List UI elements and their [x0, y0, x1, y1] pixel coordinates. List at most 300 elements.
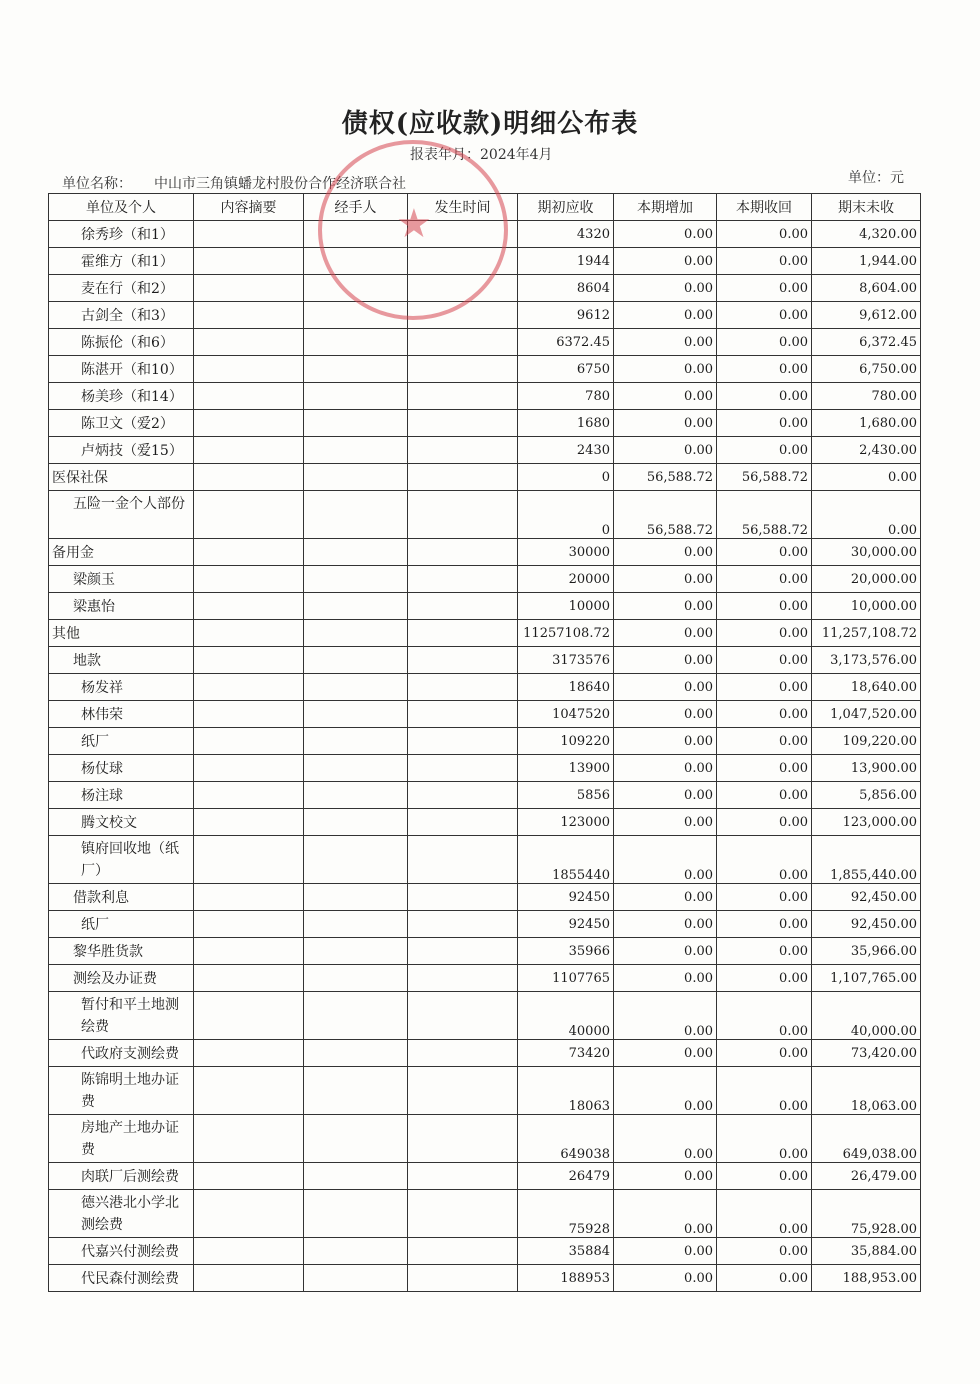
period-increase-cell: 0.00	[614, 836, 717, 884]
closing-outstanding-cell: 1,855,440.00	[812, 836, 921, 884]
summary-cell	[194, 620, 304, 647]
summary-cell	[194, 539, 304, 566]
summary-cell	[194, 1115, 304, 1163]
period-increase-cell: 0.00	[614, 1238, 717, 1265]
opening-receivable-cell: 11257108.72	[518, 620, 614, 647]
handler-cell	[304, 1067, 408, 1115]
opening-receivable-cell: 13900	[518, 755, 614, 782]
date-cell	[408, 674, 518, 701]
handler-cell	[304, 647, 408, 674]
summary-cell	[194, 911, 304, 938]
summary-cell	[194, 1067, 304, 1115]
closing-outstanding-cell: 73,420.00	[812, 1040, 921, 1067]
entity-name-cell: 肉联厂后测绘费	[49, 1163, 194, 1190]
summary-cell	[194, 992, 304, 1040]
date-cell	[408, 1163, 518, 1190]
table-row	[49, 884, 921, 911]
summary-cell	[194, 383, 304, 410]
entity-name-cell: 陈振伦（和6）	[49, 329, 194, 356]
handler-cell	[304, 383, 408, 410]
date-cell	[408, 992, 518, 1040]
table-row	[49, 437, 921, 464]
date-cell	[408, 410, 518, 437]
handler-cell	[304, 809, 408, 836]
handler-cell	[304, 464, 408, 491]
summary-cell	[194, 566, 304, 593]
opening-receivable-cell: 1047520	[518, 701, 614, 728]
opening-receivable-cell: 73420	[518, 1040, 614, 1067]
period-increase-cell: 0.00	[614, 1040, 717, 1067]
table-row	[49, 383, 921, 410]
opening-receivable-cell: 3173576	[518, 647, 614, 674]
handler-cell	[304, 836, 408, 884]
table-body	[49, 221, 921, 1292]
closing-outstanding-cell: 30,000.00	[812, 539, 921, 566]
handler-cell	[304, 620, 408, 647]
closing-outstanding-cell: 9,612.00	[812, 302, 921, 329]
opening-receivable-cell: 26479	[518, 1163, 614, 1190]
summary-cell	[194, 437, 304, 464]
table-row	[49, 1190, 921, 1238]
summary-cell	[194, 782, 304, 809]
period-collected-cell: 0.00	[717, 1115, 812, 1163]
opening-receivable-cell: 6750	[518, 356, 614, 383]
opening-receivable-cell: 92450	[518, 884, 614, 911]
closing-outstanding-cell: 5,856.00	[812, 782, 921, 809]
closing-outstanding-cell: 123,000.00	[812, 809, 921, 836]
table-row	[49, 1040, 921, 1067]
entity-name-cell: 借款利息	[49, 884, 194, 911]
handler-cell	[304, 302, 408, 329]
date-cell	[408, 809, 518, 836]
date-cell	[408, 464, 518, 491]
period-increase-cell: 0.00	[614, 965, 717, 992]
period-increase-cell: 0.00	[614, 566, 717, 593]
handler-cell	[304, 221, 408, 248]
date-cell	[408, 566, 518, 593]
closing-outstanding-cell: 40,000.00	[812, 992, 921, 1040]
date-cell	[408, 1265, 518, 1292]
entity-name-cell: 代民森付测绘费	[49, 1265, 194, 1292]
entity-name-cell: 霍维方（和1）	[49, 248, 194, 275]
period-increase-cell: 0.00	[614, 884, 717, 911]
opening-receivable-cell: 0	[518, 491, 614, 539]
date-cell	[408, 1190, 518, 1238]
period-value: 2024年4月	[480, 147, 553, 163]
period-collected-cell: 0.00	[717, 938, 812, 965]
table-row	[49, 566, 921, 593]
closing-outstanding-cell: 6,372.45	[812, 329, 921, 356]
period-increase-cell: 0.00	[614, 728, 717, 755]
closing-outstanding-cell: 1,107,765.00	[812, 965, 921, 992]
summary-cell	[194, 329, 304, 356]
table-row	[49, 755, 921, 782]
summary-cell	[194, 938, 304, 965]
closing-outstanding-cell: 188,953.00	[812, 1265, 921, 1292]
closing-outstanding-cell: 35,966.00	[812, 938, 921, 965]
unit-name	[62, 173, 406, 193]
table-row	[49, 1163, 921, 1190]
entity-name-cell: 纸厂	[49, 911, 194, 938]
period-collected-cell: 0.00	[717, 1265, 812, 1292]
summary-cell	[194, 464, 304, 491]
table-row	[49, 1115, 921, 1163]
opening-receivable-cell: 4320	[518, 221, 614, 248]
handler-cell	[304, 491, 408, 539]
opening-receivable-cell: 0	[518, 464, 614, 491]
period-increase-cell: 0.00	[614, 809, 717, 836]
entity-name-cell: 房地产土地办证费	[49, 1115, 194, 1163]
period-increase-cell: 0.00	[614, 620, 717, 647]
star-icon: ★	[396, 201, 432, 247]
entity-name-cell: 代政府支测绘费	[49, 1040, 194, 1067]
date-cell	[408, 329, 518, 356]
table-row	[49, 809, 921, 836]
opening-receivable-cell: 18640	[518, 674, 614, 701]
entity-name-cell: 梁颜玉	[49, 566, 194, 593]
period-increase-cell: 0.00	[614, 539, 717, 566]
table-row	[49, 728, 921, 755]
column-header: 经手人	[304, 194, 408, 221]
summary-cell	[194, 674, 304, 701]
entity-name-cell: 暂付和平土地测绘费	[49, 992, 194, 1040]
table-row	[49, 836, 921, 884]
period-increase-cell: 0.00	[614, 356, 717, 383]
period-collected-cell: 0.00	[717, 275, 812, 302]
date-cell	[408, 356, 518, 383]
period-increase-cell: 56,588.72	[614, 491, 717, 539]
table-row	[49, 302, 921, 329]
date-cell	[408, 647, 518, 674]
table-row	[49, 965, 921, 992]
period-increase-cell: 0.00	[614, 674, 717, 701]
date-cell	[408, 539, 518, 566]
period-collected-cell: 0.00	[717, 911, 812, 938]
entity-name-cell: 徐秀珍（和1）	[49, 221, 194, 248]
entity-name-cell: 五险一金个人部份	[49, 491, 194, 539]
opening-receivable-cell: 6372.45	[518, 329, 614, 356]
period-increase-cell: 0.00	[614, 1163, 717, 1190]
closing-outstanding-cell: 0.00	[812, 491, 921, 539]
closing-outstanding-cell: 92,450.00	[812, 911, 921, 938]
period-collected-cell: 0.00	[717, 221, 812, 248]
period-increase-cell: 0.00	[614, 302, 717, 329]
period-increase-cell: 0.00	[614, 248, 717, 275]
date-cell	[408, 884, 518, 911]
summary-cell	[194, 1190, 304, 1238]
date-cell	[408, 437, 518, 464]
table-row	[49, 701, 921, 728]
column-header: 发生时间	[408, 194, 518, 221]
entity-name-cell: 杨仗球	[49, 755, 194, 782]
table-row	[49, 911, 921, 938]
opening-receivable-cell: 35884	[518, 1238, 614, 1265]
handler-cell	[304, 992, 408, 1040]
entity-name-cell: 林伟荣	[49, 701, 194, 728]
table-row	[49, 356, 921, 383]
period-collected-cell: 0.00	[717, 884, 812, 911]
handler-cell	[304, 437, 408, 464]
opening-receivable-cell: 780	[518, 383, 614, 410]
entity-name-cell: 备用金	[49, 539, 194, 566]
closing-outstanding-cell: 35,884.00	[812, 1238, 921, 1265]
summary-cell	[194, 1238, 304, 1265]
column-header: 内容摘要	[194, 194, 304, 221]
column-header: 本期收回	[717, 194, 812, 221]
closing-outstanding-cell: 92,450.00	[812, 884, 921, 911]
closing-outstanding-cell: 13,900.00	[812, 755, 921, 782]
receivables-table	[48, 193, 921, 1292]
period-collected-cell: 0.00	[717, 782, 812, 809]
entity-name-cell: 陈锦明土地办证费	[49, 1067, 194, 1115]
closing-outstanding-cell: 2,430.00	[812, 437, 921, 464]
period-collected-cell: 0.00	[717, 620, 812, 647]
date-cell	[408, 491, 518, 539]
closing-outstanding-cell: 10,000.00	[812, 593, 921, 620]
entity-name-cell: 纸厂	[49, 728, 194, 755]
opening-receivable-cell: 9612	[518, 302, 614, 329]
unit-label: 单位名称：	[62, 176, 132, 192]
period-increase-cell: 0.00	[614, 593, 717, 620]
date-cell	[408, 221, 518, 248]
closing-outstanding-cell: 780.00	[812, 383, 921, 410]
date-cell	[408, 1115, 518, 1163]
opening-receivable-cell: 1855440	[518, 836, 614, 884]
date-cell	[408, 1040, 518, 1067]
closing-outstanding-cell: 0.00	[812, 464, 921, 491]
handler-cell	[304, 1238, 408, 1265]
unit-value: 中山市三角镇蟠龙村股份合作经济联合社	[154, 176, 406, 192]
table-row	[49, 464, 921, 491]
period-increase-cell: 0.00	[614, 782, 717, 809]
opening-receivable-cell: 8604	[518, 275, 614, 302]
summary-cell	[194, 491, 304, 539]
entity-name-cell: 陈卫文（爱2）	[49, 410, 194, 437]
summary-cell	[194, 1163, 304, 1190]
handler-cell	[304, 539, 408, 566]
entity-name-cell: 麦在行（和2）	[49, 275, 194, 302]
report-period	[410, 144, 553, 164]
handler-cell	[304, 1115, 408, 1163]
date-cell	[408, 755, 518, 782]
handler-cell	[304, 674, 408, 701]
period-collected-cell: 0.00	[717, 437, 812, 464]
date-cell	[408, 302, 518, 329]
period-increase-cell: 0.00	[614, 647, 717, 674]
period-collected-cell: 0.00	[717, 755, 812, 782]
summary-cell	[194, 221, 304, 248]
period-collected-cell: 56,588.72	[717, 464, 812, 491]
date-cell	[408, 701, 518, 728]
entity-name-cell: 杨美珍（和14）	[49, 383, 194, 410]
handler-cell	[304, 1040, 408, 1067]
opening-receivable-cell: 649038	[518, 1115, 614, 1163]
opening-receivable-cell: 18063	[518, 1067, 614, 1115]
date-cell	[408, 965, 518, 992]
closing-outstanding-cell: 649,038.00	[812, 1115, 921, 1163]
entity-name-cell: 测绘及办证费	[49, 965, 194, 992]
summary-cell	[194, 1265, 304, 1292]
period-increase-cell: 0.00	[614, 410, 717, 437]
closing-outstanding-cell: 3,173,576.00	[812, 647, 921, 674]
table-row	[49, 674, 921, 701]
entity-name-cell: 地款	[49, 647, 194, 674]
period-collected-cell: 0.00	[717, 356, 812, 383]
period-increase-cell: 0.00	[614, 1265, 717, 1292]
period-collected-cell: 0.00	[717, 1190, 812, 1238]
period-collected-cell: 0.00	[717, 1163, 812, 1190]
summary-cell	[194, 809, 304, 836]
date-cell	[408, 1238, 518, 1265]
entity-name-cell: 古剑全（和3）	[49, 302, 194, 329]
summary-cell	[194, 410, 304, 437]
summary-cell	[194, 593, 304, 620]
handler-cell	[304, 1190, 408, 1238]
period-collected-cell: 0.00	[717, 1238, 812, 1265]
period-increase-cell: 0.00	[614, 938, 717, 965]
period-increase-cell: 0.00	[614, 1115, 717, 1163]
summary-cell	[194, 755, 304, 782]
opening-receivable-cell: 1944	[518, 248, 614, 275]
handler-cell	[304, 728, 408, 755]
period-collected-cell: 0.00	[717, 992, 812, 1040]
period-collected-cell: 0.00	[717, 701, 812, 728]
entity-name-cell: 黎华胜货款	[49, 938, 194, 965]
opening-receivable-cell: 40000	[518, 992, 614, 1040]
handler-cell	[304, 329, 408, 356]
date-cell	[408, 620, 518, 647]
period-collected-cell: 0.00	[717, 383, 812, 410]
summary-cell	[194, 647, 304, 674]
closing-outstanding-cell: 75,928.00	[812, 1190, 921, 1238]
handler-cell	[304, 593, 408, 620]
period-increase-cell: 0.00	[614, 1190, 717, 1238]
date-cell	[408, 728, 518, 755]
period-collected-cell: 0.00	[717, 1040, 812, 1067]
opening-receivable-cell: 75928	[518, 1190, 614, 1238]
closing-outstanding-cell: 18,063.00	[812, 1067, 921, 1115]
period-collected-cell: 0.00	[717, 836, 812, 884]
column-header: 期初应收	[518, 194, 614, 221]
column-header: 期末未收	[812, 194, 921, 221]
date-cell	[408, 836, 518, 884]
summary-cell	[194, 356, 304, 383]
period-collected-cell: 0.00	[717, 539, 812, 566]
table-row	[49, 275, 921, 302]
entity-name-cell: 杨注球	[49, 782, 194, 809]
table-row	[49, 593, 921, 620]
table-row	[49, 329, 921, 356]
column-header: 本期增加	[614, 194, 717, 221]
period-increase-cell: 0.00	[614, 383, 717, 410]
opening-receivable-cell: 10000	[518, 593, 614, 620]
entity-name-cell: 梁惠怡	[49, 593, 194, 620]
period-label: 报表年月：	[410, 147, 480, 163]
table-row	[49, 410, 921, 437]
closing-outstanding-cell: 4,320.00	[812, 221, 921, 248]
summary-cell	[194, 248, 304, 275]
entity-name-cell: 其他	[49, 620, 194, 647]
opening-receivable-cell: 5856	[518, 782, 614, 809]
table-row	[49, 491, 921, 539]
summary-cell	[194, 836, 304, 884]
period-collected-cell: 0.00	[717, 593, 812, 620]
closing-outstanding-cell: 11,257,108.72	[812, 620, 921, 647]
entity-name-cell: 德兴港北小学北测绘费	[49, 1190, 194, 1238]
date-cell	[408, 911, 518, 938]
summary-cell	[194, 884, 304, 911]
entity-name-cell: 代嘉兴付测绘费	[49, 1238, 194, 1265]
opening-receivable-cell: 2430	[518, 437, 614, 464]
period-collected-cell: 0.00	[717, 1067, 812, 1115]
handler-cell	[304, 410, 408, 437]
closing-outstanding-cell: 26,479.00	[812, 1163, 921, 1190]
handler-cell	[304, 782, 408, 809]
opening-receivable-cell: 188953	[518, 1265, 614, 1292]
summary-cell	[194, 965, 304, 992]
table-row	[49, 620, 921, 647]
table-row	[49, 1265, 921, 1292]
handler-cell	[304, 884, 408, 911]
date-cell	[408, 275, 518, 302]
table-row	[49, 539, 921, 566]
closing-outstanding-cell: 8,604.00	[812, 275, 921, 302]
date-cell	[408, 248, 518, 275]
table-row	[49, 221, 921, 248]
closing-outstanding-cell: 20,000.00	[812, 566, 921, 593]
date-cell	[408, 383, 518, 410]
date-cell	[408, 1067, 518, 1115]
period-increase-cell: 0.00	[614, 1067, 717, 1115]
date-cell	[408, 593, 518, 620]
period-collected-cell: 0.00	[717, 728, 812, 755]
column-header: 单位及个人	[49, 194, 194, 221]
handler-cell	[304, 701, 408, 728]
summary-cell	[194, 302, 304, 329]
summary-cell	[194, 275, 304, 302]
currency-unit: 单位：元	[848, 170, 904, 186]
period-increase-cell: 56,588.72	[614, 464, 717, 491]
table-row	[49, 992, 921, 1040]
page-title: 债权(应收款)明细公布表	[341, 109, 639, 139]
period-increase-cell: 0.00	[614, 755, 717, 782]
entity-name-cell: 卢炳技（爱15）	[49, 437, 194, 464]
handler-cell	[304, 755, 408, 782]
closing-outstanding-cell: 18,640.00	[812, 674, 921, 701]
opening-receivable-cell: 1107765	[518, 965, 614, 992]
summary-cell	[194, 701, 304, 728]
closing-outstanding-cell: 1,047,520.00	[812, 701, 921, 728]
entity-name-cell: 杨发祥	[49, 674, 194, 701]
handler-cell	[304, 275, 408, 302]
period-collected-cell: 0.00	[717, 248, 812, 275]
entity-name-cell: 陈湛开（和10）	[49, 356, 194, 383]
summary-cell	[194, 728, 304, 755]
period-collected-cell: 0.00	[717, 965, 812, 992]
handler-cell	[304, 1265, 408, 1292]
period-collected-cell: 0.00	[717, 566, 812, 593]
period-collected-cell: 0.00	[717, 809, 812, 836]
period-collected-cell: 0.00	[717, 302, 812, 329]
handler-cell	[304, 356, 408, 383]
summary-cell	[194, 1040, 304, 1067]
handler-cell	[304, 566, 408, 593]
opening-receivable-cell: 20000	[518, 566, 614, 593]
handler-cell	[304, 248, 408, 275]
period-collected-cell: 0.00	[717, 329, 812, 356]
opening-receivable-cell: 123000	[518, 809, 614, 836]
period-collected-cell: 56,588.72	[717, 491, 812, 539]
